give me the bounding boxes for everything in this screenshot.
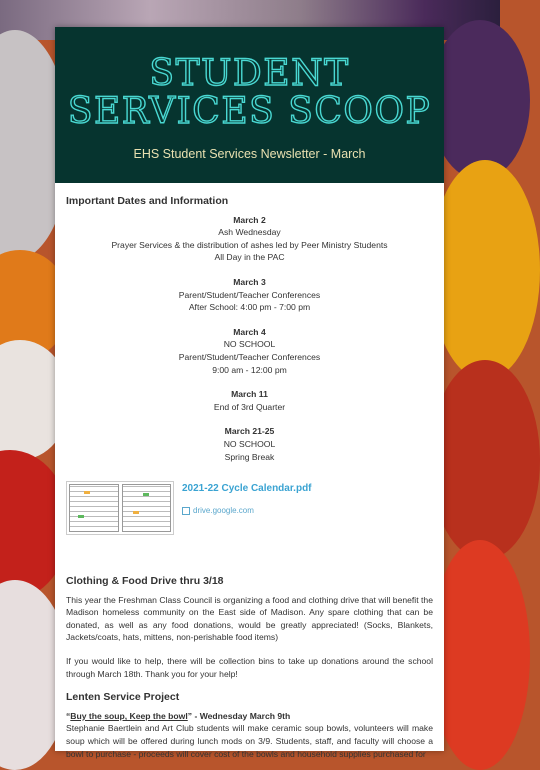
event-detail: Prayer Services & the distribution of ashes led by Peer Ministry Students bbox=[111, 239, 388, 250]
soup-bowl-link[interactable]: Buy the soup, Keep the bowl bbox=[70, 710, 188, 721]
event-detail: NO SCHOOL bbox=[223, 438, 276, 449]
event-detail: Ash Wednesday bbox=[218, 227, 281, 238]
event-item bbox=[66, 388, 433, 413]
event-item bbox=[66, 276, 433, 314]
event-detail: Parent/Student/Teacher Conferences bbox=[178, 351, 321, 362]
event-item bbox=[66, 425, 433, 463]
attachment-name-link[interactable]: 2021-22 Cycle Calendar.pdf bbox=[182, 483, 312, 495]
event-detail: Parent/Student/Teacher Conferences bbox=[178, 289, 321, 300]
event-date: March 11 bbox=[231, 389, 268, 400]
important-dates-heading: Important Dates and Information bbox=[66, 195, 229, 207]
calendar-thumbnail[interactable] bbox=[66, 481, 174, 535]
lenten-project-body: Stephanie Baertlein and Art Club students will make ceramic soup bowls, volunteers will make soup which will be offered during lunch mods on 3/9. Students, staff, and faculty will choose a bowl to purchase - proceeds will cover cost of the bowls and household supplies purchased for bbox=[66, 723, 433, 759]
event-detail: NO SCHOOL bbox=[223, 339, 276, 350]
attachment-source-link[interactable]: drive.google.com bbox=[182, 505, 312, 518]
newsletter-title: STUDENT SERVICES SCOOP bbox=[67, 53, 432, 132]
lenten-project-heading: Lenten Service Project bbox=[66, 691, 180, 704]
event-date: March 3 bbox=[233, 276, 266, 287]
newsletter-card bbox=[55, 27, 444, 759]
event-detail: All Day in the PAC bbox=[214, 252, 285, 263]
event-date: March 4 bbox=[233, 326, 266, 337]
newsletter-subtitle: EHS Student Services Newsletter - March bbox=[133, 147, 366, 161]
soup-bowl-event-title: “Buy the soup, Keep the bowl” - Wednesday March 9th bbox=[66, 710, 291, 721]
clothing-drive-paragraph-1: This year the Freshman Class Council is organizing a food and clothing drive that will benefit the Madison homeless community on the East side of Madison. Any spare clothing that can be donated, as well as any food donations, would be greatly appreciated! (Socks, Blankets, Jackets/coats, hats, mittens, non-perishable food items) bbox=[66, 594, 433, 643]
event-date: March 21-25 bbox=[224, 426, 275, 437]
external-link-icon bbox=[182, 507, 190, 515]
clothing-drive-paragraph-2: If you would like to help, there will be collection bins to take up donations around the school through March 18th. Thank you for your help! bbox=[66, 656, 433, 679]
event-item bbox=[66, 214, 433, 264]
event-date: March 2 bbox=[233, 214, 266, 225]
calendar-attachment[interactable] bbox=[66, 481, 433, 535]
event-detail: 9:00 am - 12:00 pm bbox=[212, 364, 287, 375]
clothing-drive-heading: Clothing & Food Drive thru 3/18 bbox=[66, 575, 224, 588]
events-list bbox=[66, 214, 433, 464]
event-detail: End of 3rd Quarter bbox=[213, 401, 286, 412]
event-detail: Spring Break bbox=[224, 451, 275, 462]
event-item bbox=[66, 326, 433, 376]
newsletter-header bbox=[55, 27, 444, 183]
event-detail: After School: 4:00 pm - 7:00 pm bbox=[188, 302, 311, 313]
